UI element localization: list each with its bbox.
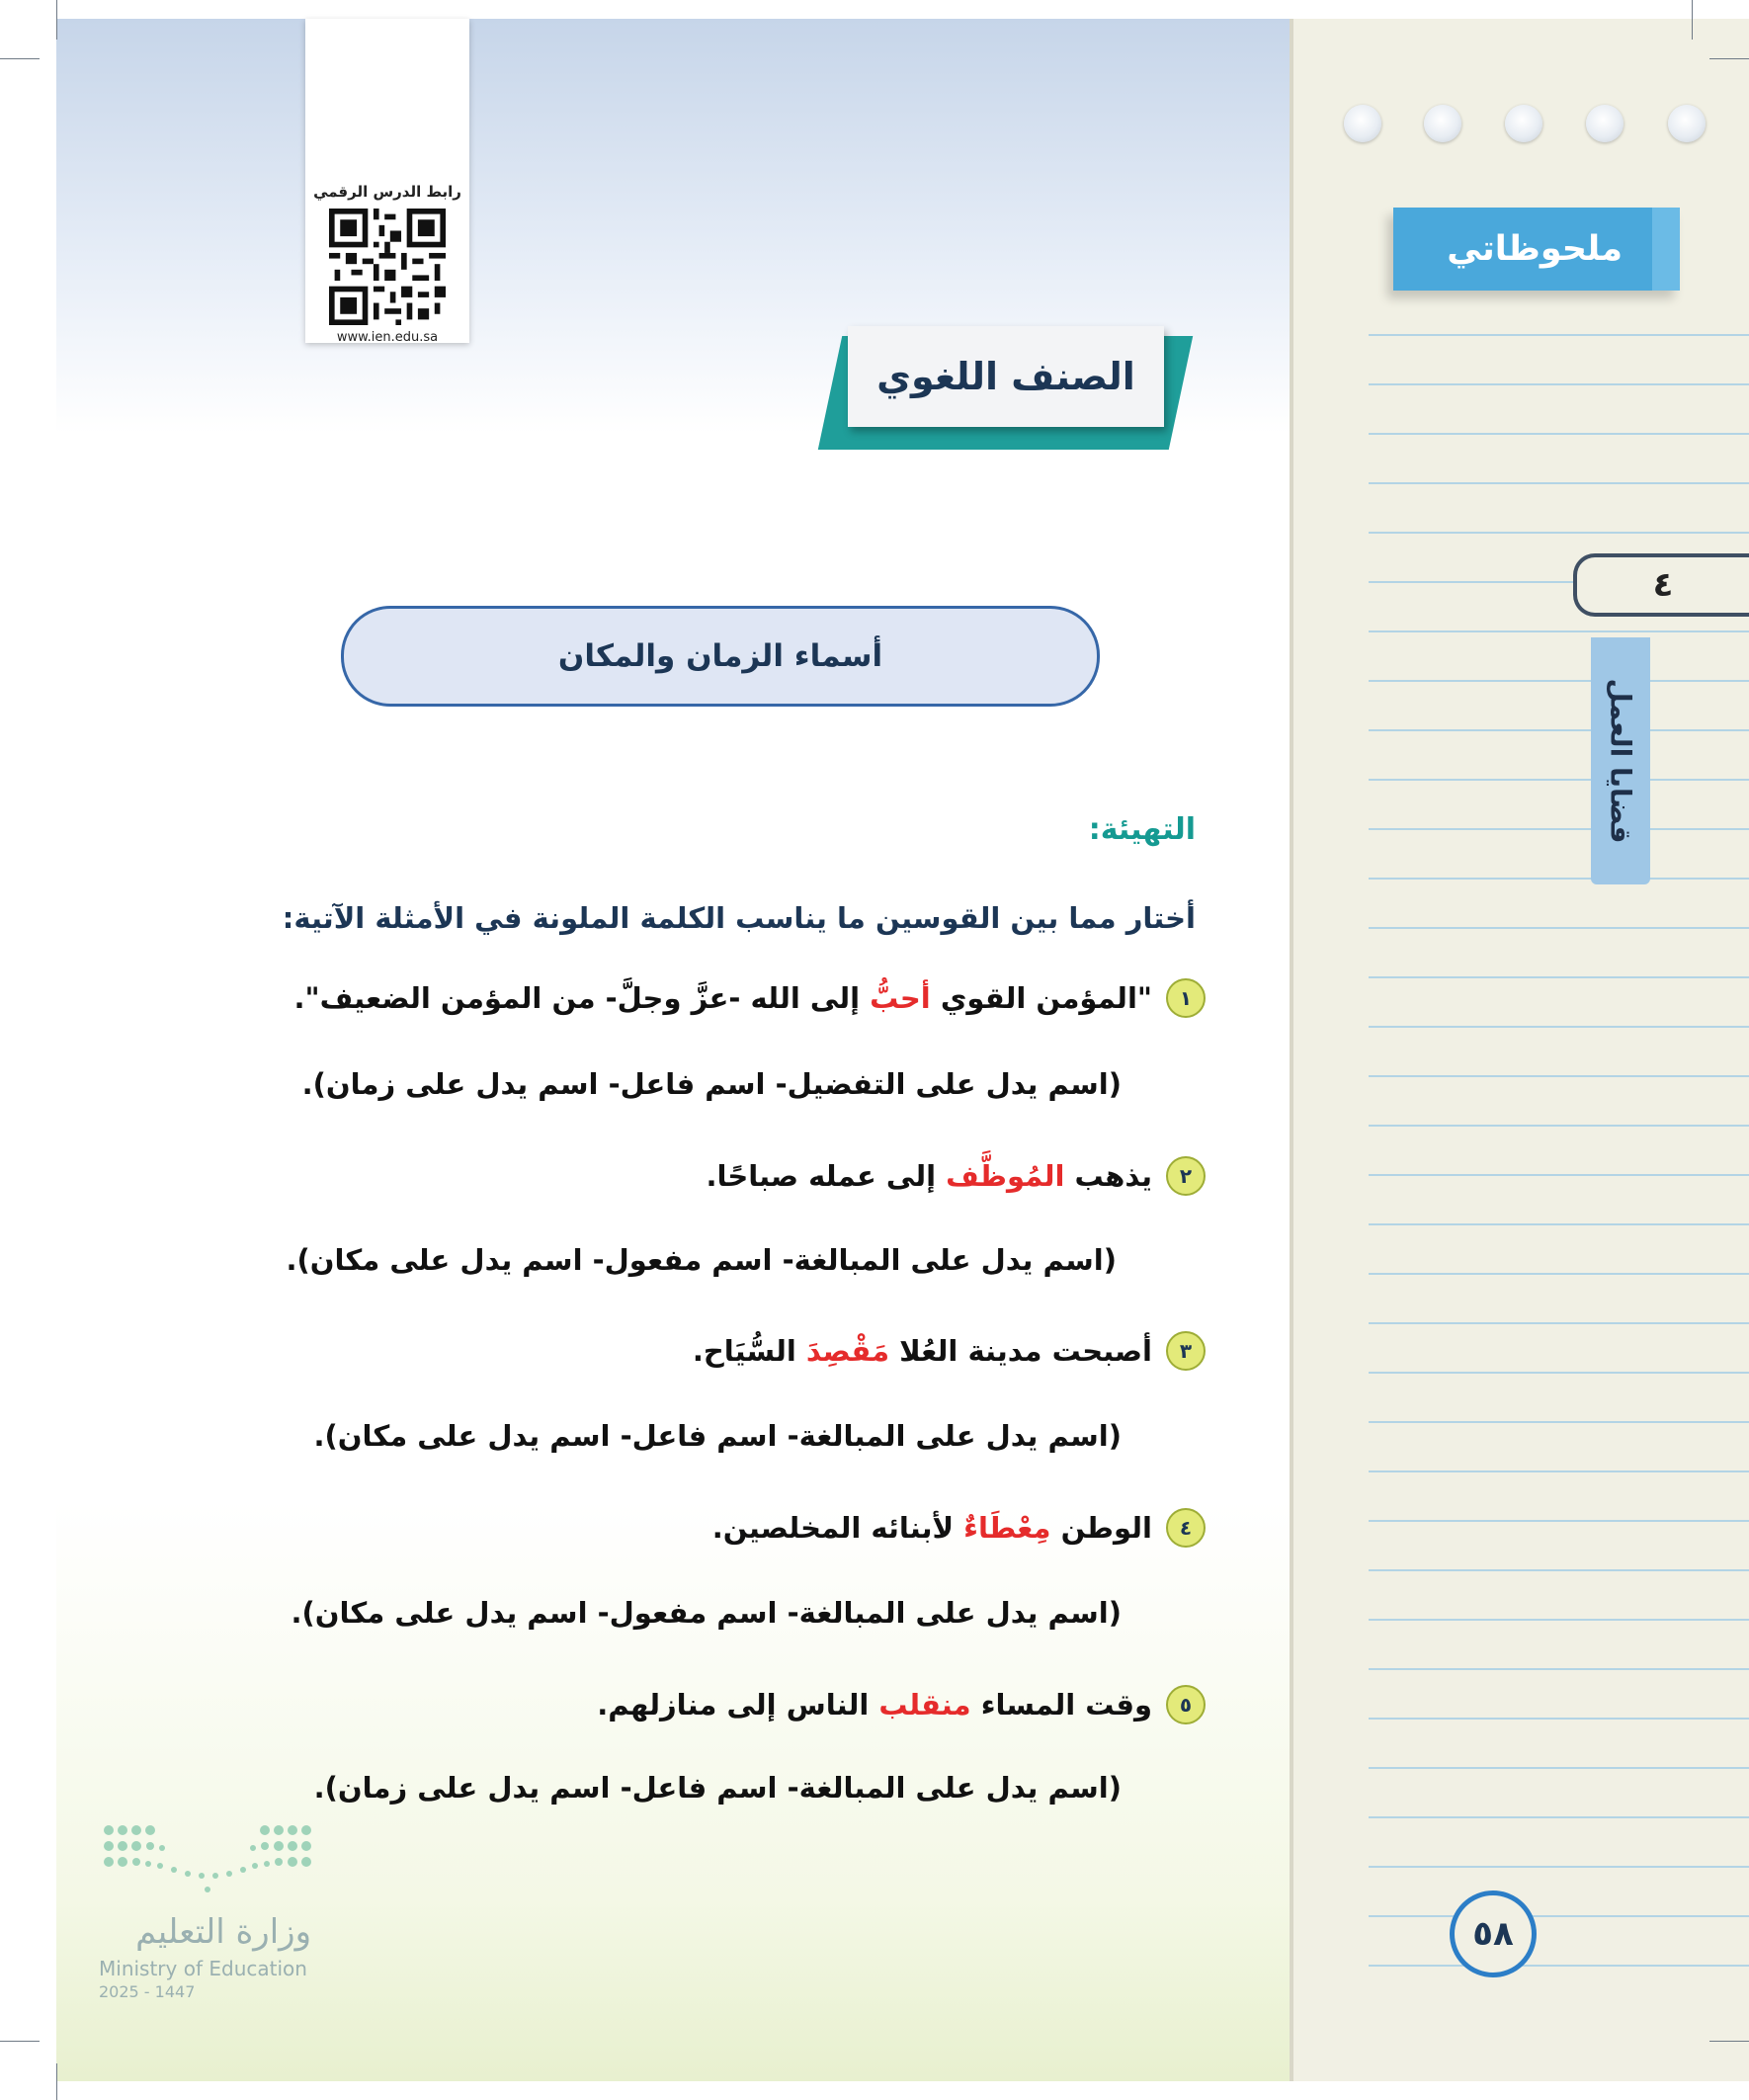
highlighted-word: مَقْصِدَ	[805, 1334, 890, 1368]
question-text-before: أصبحت مدينة العُلا	[889, 1334, 1152, 1368]
ruled-line	[1369, 729, 1749, 731]
unit-strip	[1591, 637, 1650, 884]
ruled-line	[1369, 1816, 1749, 1818]
question-text-before: الوطن	[1050, 1511, 1152, 1545]
highlighted-word: مِعْطَاءٌ	[963, 1511, 1051, 1545]
section-title: الصنف اللغوي	[848, 326, 1164, 427]
crop-mark	[56, 0, 57, 40]
crop-mark	[0, 58, 40, 59]
question-number-badge: ٣	[1166, 1331, 1206, 1371]
question-number-badge: ٢	[1166, 1156, 1206, 1196]
notes-title: ملحوظاتي	[1393, 208, 1680, 291]
ruled-line	[1369, 680, 1749, 682]
ruled-line	[1369, 976, 1749, 978]
question-options: (اسم يدل على المبالغة- اسم مفعول- اسم يدل على مكان).	[291, 1596, 1122, 1630]
ruled-line	[1369, 828, 1749, 830]
ruled-line	[1369, 1372, 1749, 1374]
ruled-line	[1369, 1569, 1749, 1571]
ruled-line	[1369, 1619, 1749, 1621]
question-text-before: وقت المساء	[970, 1688, 1152, 1722]
ruled-line	[1369, 383, 1749, 385]
ruled-line	[1369, 482, 1749, 484]
crop-mark	[1692, 0, 1693, 40]
ruled-line	[1369, 1421, 1749, 1423]
ruled-line	[1369, 1273, 1749, 1275]
highlighted-word: أحبُّ	[870, 981, 931, 1015]
binder-ring-icon	[1505, 105, 1542, 142]
question-options: (اسم يدل على المبالغة- اسم فاعل- اسم يدل على مكان).	[313, 1419, 1122, 1453]
instruction-text: أختار مما بين القوسين ما يناسب الكلمة الملونة في الأمثلة الآتية:	[282, 901, 1196, 935]
question-text-after: لأبنائه المخلصين.	[711, 1511, 964, 1545]
lesson-title: أسماء الزمان والمكان	[341, 606, 1100, 707]
question-text-before: يذهب	[1064, 1159, 1152, 1193]
question-text-after: إلى عمله صباحًا.	[706, 1159, 947, 1193]
crop-mark	[1709, 58, 1749, 59]
ruled-line	[1369, 1075, 1749, 1077]
question-text	[706, 1159, 1152, 1193]
ministry-year: 2025 - 1447	[99, 1982, 196, 2001]
question-text	[693, 1334, 1152, 1368]
ministry-logo	[99, 1818, 326, 2016]
qr-code-icon[interactable]	[329, 209, 446, 325]
ruled-line	[1369, 1125, 1749, 1127]
ruled-line	[1369, 779, 1749, 781]
ruled-line	[1369, 1965, 1749, 1967]
ruled-line	[1369, 433, 1749, 435]
qr-card[interactable]	[305, 19, 469, 343]
question-text	[712, 1511, 1152, 1545]
question-item	[294, 978, 1207, 1018]
question-number-badge: ٥	[1166, 1685, 1206, 1724]
highlighted-word: منقلب	[878, 1688, 971, 1722]
ruled-line	[1369, 1668, 1749, 1670]
question-number-badge: ٤	[1166, 1508, 1206, 1548]
question-text-before: "المؤمن القوي	[930, 981, 1152, 1015]
ruled-line	[1369, 1174, 1749, 1176]
warmup-heading: التهيئة:	[1088, 812, 1196, 847]
ruled-line	[1369, 927, 1749, 929]
question-text-after: السُّيَاح.	[692, 1334, 806, 1368]
highlighted-word: المُوظَّف	[946, 1159, 1065, 1193]
notes-panel	[1290, 19, 1749, 2081]
ruled-line	[1369, 1026, 1749, 1028]
ministry-dots-icon	[99, 1818, 316, 1897]
ministry-name-arabic: وزارة التعليم	[135, 1912, 311, 1952]
ruled-line	[1369, 1520, 1749, 1522]
binder-ring-icon	[1586, 105, 1624, 142]
question-text	[294, 981, 1153, 1015]
question-number-badge: ١	[1166, 978, 1206, 1018]
question-text-after: الناس إلى منازلهم.	[597, 1688, 879, 1722]
page-number: ٥٨	[1450, 1890, 1537, 1977]
ruled-line	[1369, 1866, 1749, 1868]
question-item	[712, 1508, 1206, 1548]
question-options: (اسم يدل على المبالغة- اسم فاعل- اسم يدل على زمان).	[313, 1771, 1122, 1805]
unit-strip-label: قضايا العمل	[1604, 678, 1637, 844]
question-item	[706, 1156, 1206, 1196]
ruled-line	[1369, 1718, 1749, 1720]
ruled-line	[1369, 878, 1749, 880]
binder-ring-icon	[1344, 105, 1381, 142]
unit-number-tab[interactable]: ٤	[1573, 553, 1749, 617]
ruled-line	[1369, 334, 1749, 336]
ministry-name-english: Ministry of Education	[99, 1957, 307, 1980]
section-banner	[830, 326, 1186, 464]
question-item	[693, 1331, 1206, 1371]
ruled-line	[1369, 1223, 1749, 1225]
ruled-line	[1369, 1322, 1749, 1324]
ruled-line	[1369, 1470, 1749, 1472]
question-item	[597, 1685, 1206, 1724]
binder-ring-icon	[1424, 105, 1461, 142]
qr-label: رابط الدرس الرقمي	[313, 183, 461, 201]
crop-mark	[1709, 2041, 1749, 2042]
question-text	[597, 1688, 1152, 1722]
ruled-line	[1369, 630, 1749, 632]
question-options: (اسم يدل على المبالغة- اسم مفعول- اسم يدل على مكان).	[286, 1243, 1117, 1277]
qr-url[interactable]: www.ien.edu.sa	[336, 330, 439, 345]
ruled-line	[1369, 532, 1749, 534]
crop-mark	[0, 2041, 40, 2042]
crop-mark	[56, 2063, 57, 2100]
ruled-line	[1369, 1915, 1749, 1917]
binder-ring-icon	[1668, 105, 1706, 142]
ruled-line	[1369, 1767, 1749, 1769]
question-text-after: إلى الله -عزَّ وجلَّ- من المؤمن الضعيف".	[293, 981, 871, 1015]
question-options: (اسم يدل على التفضيل- اسم فاعل- اسم يدل على زمان).	[301, 1067, 1122, 1101]
